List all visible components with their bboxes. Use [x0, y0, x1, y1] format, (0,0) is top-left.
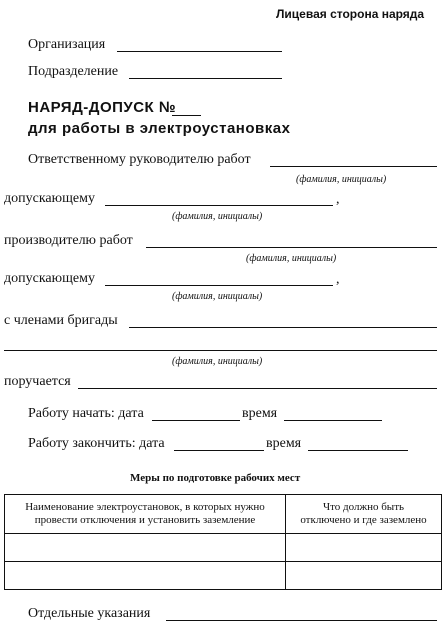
brigade-members-field-line-1[interactable] [129, 327, 437, 328]
measures-col2-header-text: Что должно быть отключено и где заземлено [300, 501, 427, 526]
admitting-field-line-1[interactable] [105, 205, 333, 206]
measures-cell-disconnect[interactable] [286, 534, 442, 562]
brigade-members-field-line-2[interactable] [4, 350, 437, 351]
entrusted-field-line[interactable] [78, 388, 437, 389]
form-side-label: Лицевая сторона наряда [276, 7, 425, 21]
hint-surname-initials-2: (фамилия, инициалы) [172, 211, 263, 222]
measures-cell-installation[interactable] [5, 534, 286, 562]
document-title-line-1: НАРЯД-ДОПУСК № [28, 99, 177, 116]
responsible-manager-field-line[interactable] [270, 166, 437, 167]
measures-table [4, 494, 442, 590]
entrusted-label: поручается [4, 374, 71, 389]
work-producer-field-line[interactable] [146, 247, 437, 248]
measures-section-title: Меры по подготовке рабочих мест [130, 472, 301, 484]
brigade-members-label: с членами бригады [4, 313, 118, 328]
measures-col1-header-text: Наименование электроустановок, в которых нужно провести отключения и установить заземление [25, 501, 265, 526]
work-producer-label: производителю работ [4, 233, 133, 248]
document-number-line[interactable] [172, 115, 201, 116]
work-start-time-label: время [242, 406, 278, 421]
measures-col2-header [286, 495, 442, 534]
special-instructions-label: Отдельные указания [28, 606, 151, 621]
comma-1: , [336, 192, 340, 207]
hint-surname-initials-1: (фамилия, инициалы) [296, 174, 387, 185]
measures-cell-disconnect[interactable] [286, 562, 442, 590]
measures-col1-header [5, 495, 286, 534]
hint-surname-initials-5: (фамилия, инициалы) [172, 356, 263, 367]
subdivision-field-line[interactable] [129, 78, 282, 79]
admitting-label-2: допускающему [4, 271, 95, 286]
subdivision-label: Подразделение [28, 64, 119, 79]
organization-field-line[interactable] [117, 51, 282, 52]
document-title-line-2: для работы в электроустановках [28, 120, 291, 137]
responsible-manager-label: Ответственному руководителю работ [28, 152, 251, 167]
table-row [5, 562, 442, 590]
work-start-date-label: Работу начать: дата [28, 406, 144, 421]
table-row [5, 534, 442, 562]
hint-surname-initials-3: (фамилия, инициалы) [246, 253, 337, 264]
admitting-field-line-2[interactable] [105, 285, 333, 286]
work-finish-time-label: время [266, 436, 302, 451]
work-start-time-field-line[interactable] [284, 420, 382, 421]
special-instructions-field-line[interactable] [166, 620, 437, 621]
measures-table-header-row [5, 495, 442, 534]
work-finish-date-field-line[interactable] [174, 450, 264, 451]
comma-2: , [336, 272, 340, 287]
admitting-label-1: допускающему [4, 191, 95, 206]
hint-surname-initials-4: (фамилия, инициалы) [172, 291, 263, 302]
measures-cell-installation[interactable] [5, 562, 286, 590]
work-finish-date-label: Работу закончить: дата [28, 436, 165, 451]
work-start-date-field-line[interactable] [152, 420, 240, 421]
work-finish-time-field-line[interactable] [308, 450, 408, 451]
organization-label: Организация [28, 37, 106, 52]
